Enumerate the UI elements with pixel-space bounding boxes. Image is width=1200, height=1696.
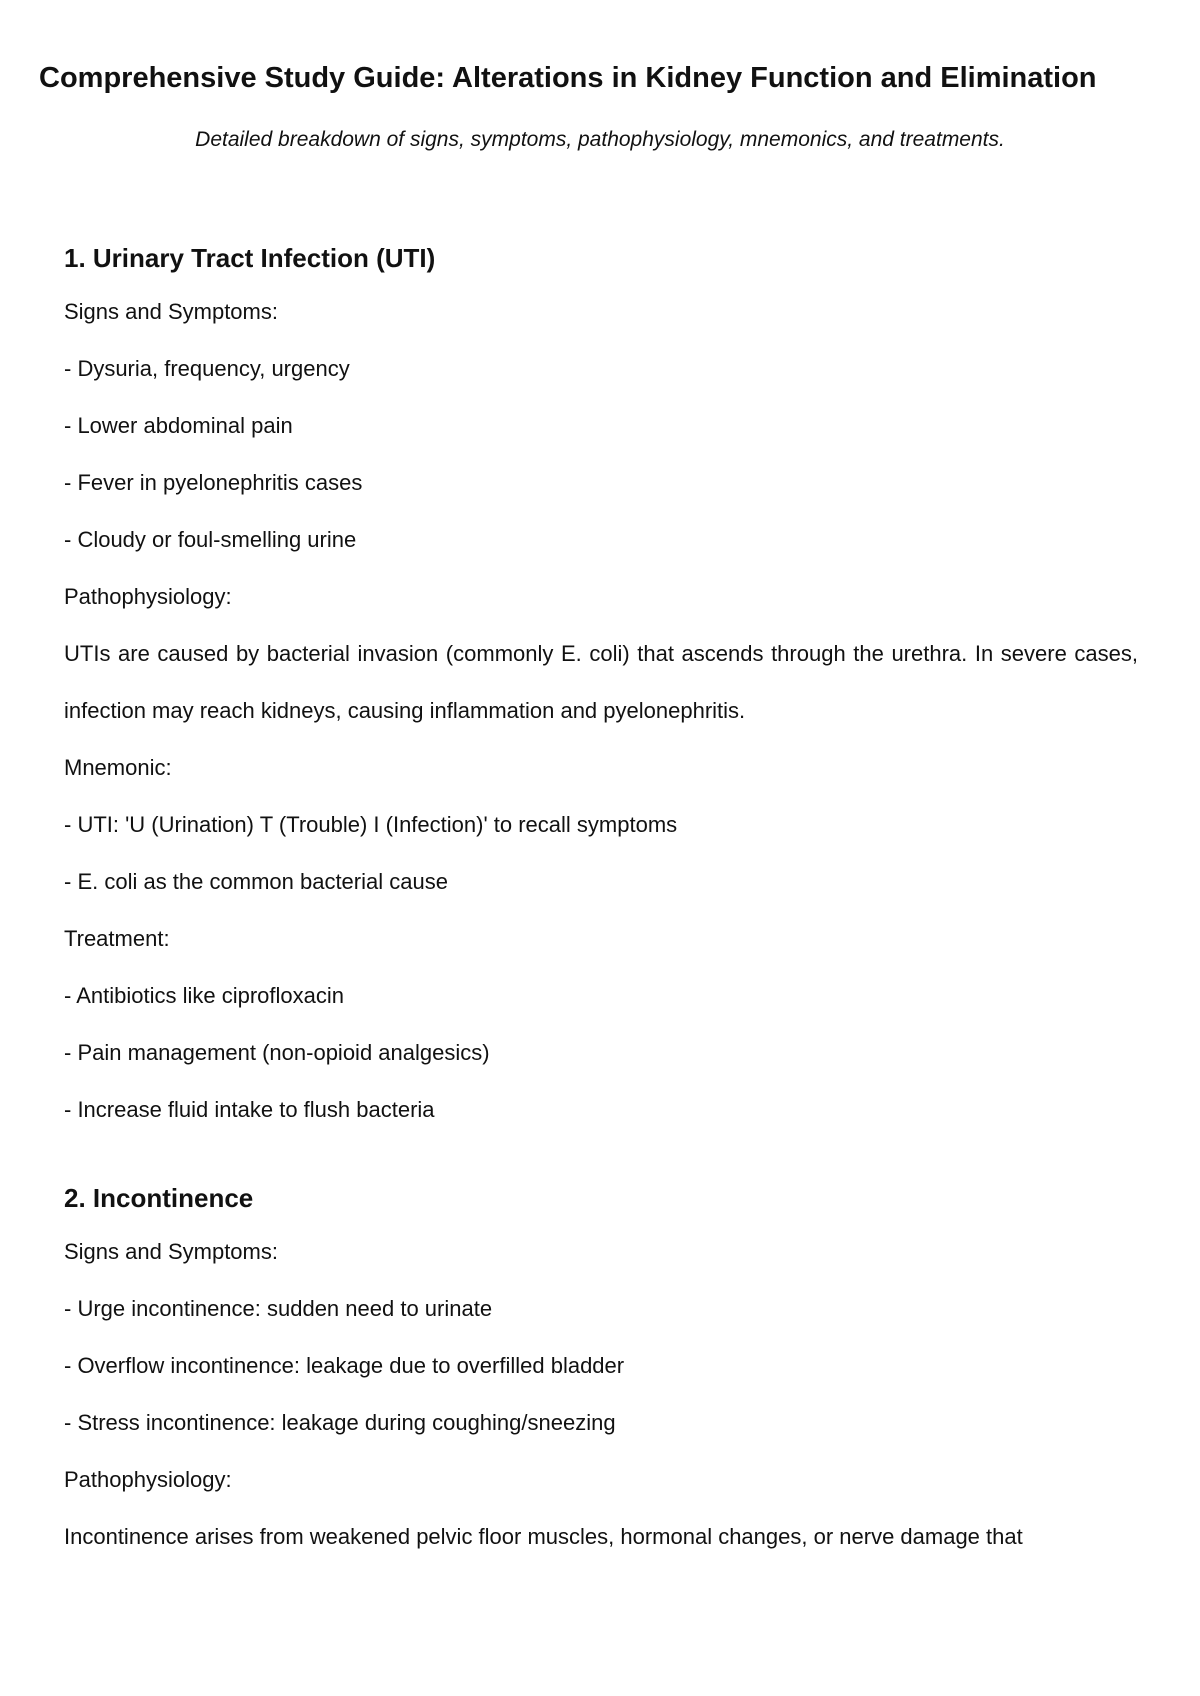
list-item: - Stress incontinence: leakage during coughing/sneezing xyxy=(64,1410,616,1435)
signs-label: Signs and Symptoms: xyxy=(64,299,278,324)
document-content xyxy=(64,240,1138,1579)
treatment-label: Treatment: xyxy=(64,926,170,951)
list-item: - UTI: 'U (Urination) T (Trouble) I (Infection)' to recall symptoms xyxy=(64,812,678,837)
document-subtitle: Detailed breakdown of signs, symptoms, pathophysiology, mnemonics, and treatments. xyxy=(195,128,1005,151)
pathophysiology-text: UTIs are caused by bacterial invasion (commonly E. coli) that ascends through the urethra. In severe cases, infection may reach kidneys, causing inflammation and pyelonephritis. xyxy=(64,641,1138,723)
signs-label: Signs and Symptoms: xyxy=(64,1239,278,1264)
list-item: - Antibiotics like ciprofloxacin xyxy=(64,983,345,1008)
list-item: - Lower abdominal pain xyxy=(64,413,293,438)
list-item: - Overflow incontinence: leakage due to overfilled bladder xyxy=(64,1353,625,1378)
section-heading: 1. Urinary Tract Infection (UTI) xyxy=(64,243,436,273)
pathophysiology-text: Incontinence arises from weakened pelvic floor muscles, hormonal changes, or nerve damage that xyxy=(64,1524,1023,1549)
pathophysiology-label: Pathophysiology: xyxy=(64,1467,232,1492)
section-incontinence xyxy=(64,1180,1138,1565)
list-item: - Dysuria, frequency, urgency xyxy=(64,356,350,381)
document-title: Comprehensive Study Guide: Alterations in Kidney Function and Elimination xyxy=(39,62,1097,94)
section-uti xyxy=(64,240,1138,1152)
list-item: - Increase fluid intake to flush bacteria xyxy=(64,1097,435,1122)
list-item: - Urge incontinence: sudden need to urinate xyxy=(64,1296,493,1321)
list-item: - E. coli as the common bacterial cause xyxy=(64,869,448,894)
list-item: - Fever in pyelonephritis cases xyxy=(64,470,363,495)
section-heading: 2. Incontinence xyxy=(64,1183,254,1213)
list-item: - Cloudy or foul-smelling urine xyxy=(64,527,357,552)
mnemonic-label: Mnemonic: xyxy=(64,755,172,780)
pathophysiology-label: Pathophysiology: xyxy=(64,584,232,609)
list-item: - Pain management (non-opioid analgesics) xyxy=(64,1040,490,1065)
